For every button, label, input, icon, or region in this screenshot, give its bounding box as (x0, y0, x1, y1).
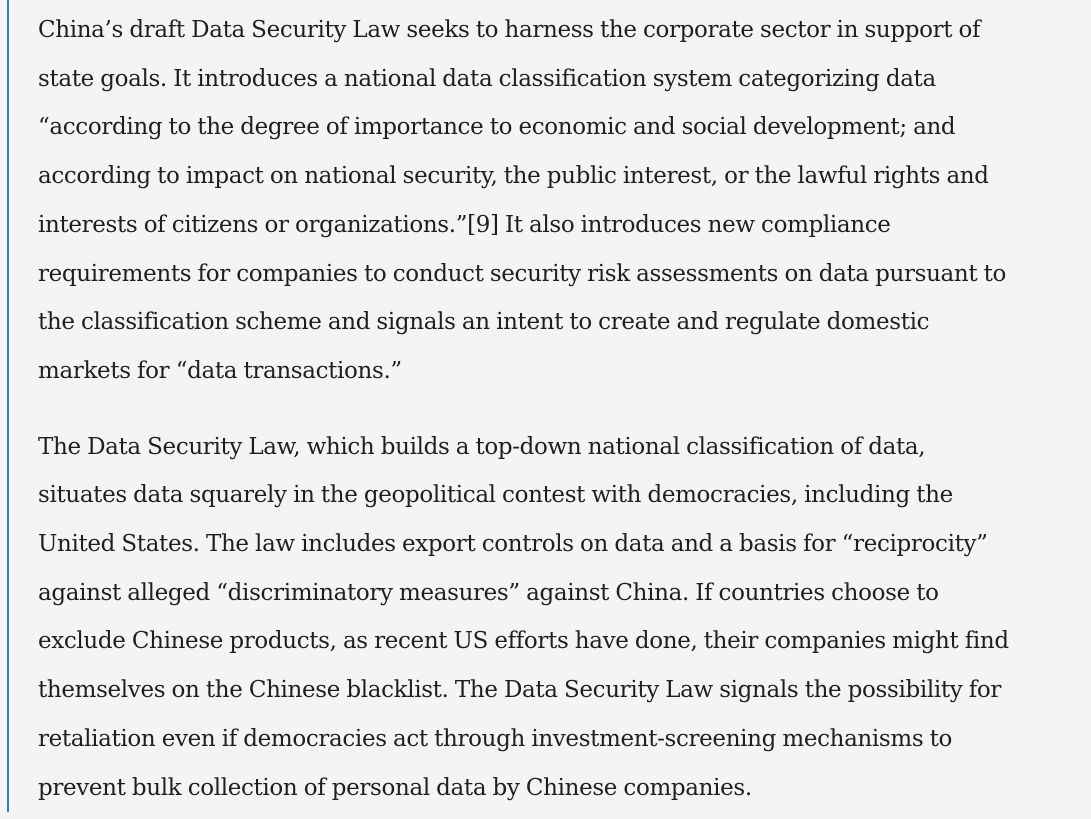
paragraph-line: interests of citizens or organizations.”[9] It also introduces new compliance (38, 211, 891, 238)
quote-accent-bar (7, 0, 9, 812)
paragraph-line: state goals. It introduces a national data classification system categorizing data (38, 65, 936, 92)
paragraph-line: themselves on the Chinese blacklist. The Data Security Law signals the possibility for (38, 677, 1002, 704)
paragraph-line: requirements for companies to conduct security risk assessments on data pursuant to (38, 260, 1007, 287)
paragraph-line: according to impact on national security, the public interest, or the lawful rights and (38, 163, 989, 190)
paragraph-data-security-law-draft (38, 6, 1071, 396)
paragraph-line: United States. The law includes export controls on data and a basis for “reciprocity” (38, 531, 988, 558)
paragraph-geopolitical-contest (38, 423, 1071, 813)
paragraph-line: “according to the degree of importance to economic and social development; and (38, 114, 956, 141)
paragraph-line: exclude Chinese products, as recent US efforts have done, their companies might find (38, 628, 1009, 655)
paragraph-line: The Data Security Law, which builds a top-down national classification of data, (38, 433, 926, 460)
paragraph-line: retaliation even if democracies act through investment-screening mechanisms to (38, 725, 953, 752)
paragraph-line: against alleged “discriminatory measures” against China. If countries choose to (38, 579, 939, 606)
paragraph-line: prevent bulk collection of personal data by Chinese companies. (38, 774, 752, 801)
paragraph-line: the classification scheme and signals an intent to create and regulate domestic (38, 309, 930, 336)
paragraph-line: markets for “data transactions.” (38, 357, 402, 384)
paragraph-line: China’s draft Data Security Law seeks to harness the corporate sector in support of (38, 17, 981, 43)
paragraph-line: situates data squarely in the geopolitical contest with democracies, including the (38, 482, 953, 509)
